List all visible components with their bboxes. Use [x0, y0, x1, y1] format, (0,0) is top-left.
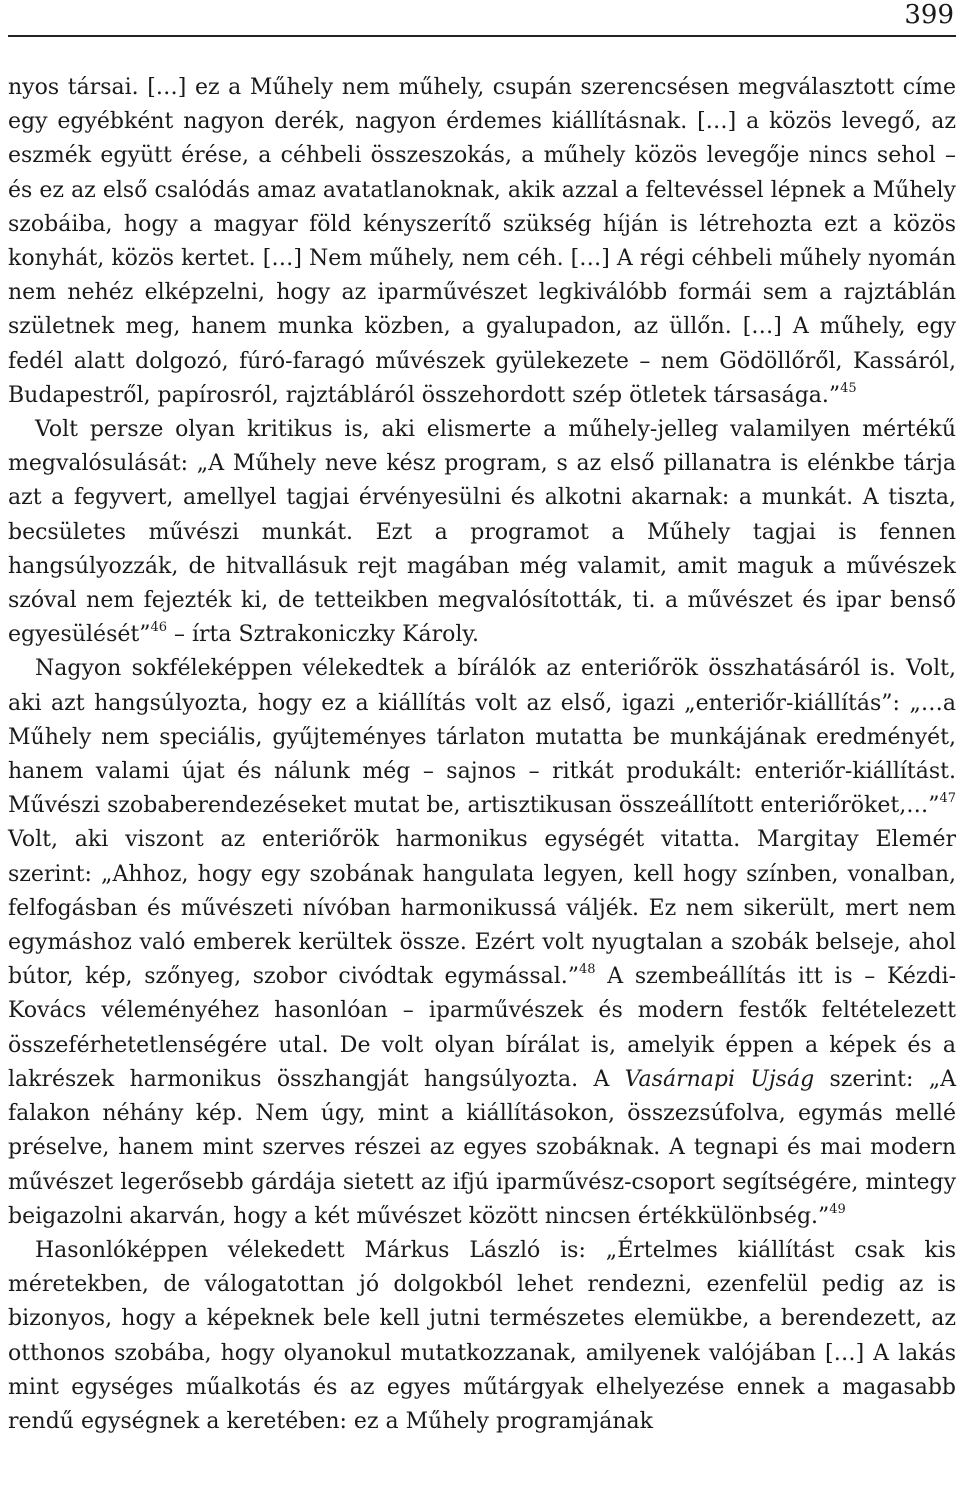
footnote-ref: 49 [829, 1201, 846, 1217]
footnote-ref: 47 [939, 791, 956, 807]
text-run: szerint: „A falakon néhány kép. Nem úgy, mint a kiállításokon, összezsúfolva, egymás mellé préselve, hanem mint szerves részei az egyes szobáknak. A tegnapi és mai modern művészet legerősebb gárdája sietett az ifjú iparművész-csoport segítségére, mintegy beigazolni akarván, hogy a két művészet között nincsen értékkülönbség.” [8, 1066, 956, 1229]
paragraph-3 [8, 652, 956, 1233]
text-run: nyos társai. […] ez a Műhely nem műhely, csupán szerencsésen megválasztott címe egy egyébként nagyon derék, nagyon érdemes kiállításnak. […] a közös levegő, az eszmék együtt érése, a céhbeli összeszokás, a műhely közös levegője nincs sehol – és ez az első csalódás amaz avatatlanoknak, akik azzal a feltevéssel lépnek a Műhely szobáiba, hogy a magyar föld kényszerítő szükség híján is létrehozta ezt a közös konyhát, közös kertet. […] Nem műhely, nem céh. […] A régi céhbeli műhely nyomán nem nehéz elképzelni, hogy az iparművészet legkiválóbb formái sem a rajztáblán születnek meg, hanem munka közben, a gyalupadon, az üllőn. […] A műhely, egy fedél alatt dolgozó, fúró-faragó művészek gyülekezete – nem Gödöllőről, Kassáról, Budapestről, papírosról, rajztábláról összehordott szép ötletek társasága.” [8, 75, 956, 408]
italic-title: Vasárnapi Ujság [624, 1066, 815, 1092]
page-number: 399 [904, 0, 954, 30]
text-run: Hasonlóképpen vélekedett Márkus László is: „Értelmes kiállítást csak kis méretekben, de válogatottan jó dolgokból lehet rendezni, ezenfelül pedig az is bizonyos, hogy a képeknek bele kell jutni természetes elemükbe, a berendezett, az otthonos szobába, hogy olyanokul mutatkozzanak, amilyenek valójában […] A lakás mint egységes műalkotás és az egyes műtárgyak elhelyezése ennek a magasabb rendű egységnek a keretében: ez a Műhely programjának [8, 1237, 956, 1434]
text-run: – írta Sztrakoniczky Károly. [167, 622, 479, 648]
text-run: A szembeállítás itt is – Kézdi-Kovács véleményéhez hasonlóan – iparművészek és modern festők feltételezett összeférhetetlenségére utal. De volt olyan bírálat is, amelyik éppen a képek és a lakrészek harmonikus összhangját hangsúlyozta. A [8, 964, 957, 1092]
footnote-ref: 45 [840, 380, 857, 396]
paragraph-2 [8, 413, 956, 652]
text-run: Volt persze olyan kritikus is, aki elismerte a műhely-jelleg valamilyen mértékű megvalósulását: „A Műhely neve kész program, s az első pillanatra is elénkbe tárja azt a fegyvert, amellyel tagjai érvényesülni és alkotni akarnak: a munkát. A tiszta, becsületes művészi munkát. Ezt a programot a Műhely tagjai is fennen hangsúlyozzák, de hitvallásuk rejt magában még valamit, amit maguk a művészek szóval nem fejezték ki, de tetteikben megvalósították, ti. a művészet és ipar benső egyesülését” [8, 417, 956, 648]
footnote-ref: 46 [150, 620, 168, 636]
text-run: Volt, aki viszont az enteriőrök harmonikus egységét vitatta. Margitay Elemér szerint: „Ahhoz, hogy egy szobának hangulata legyen, kell hogy színben, vonalban, felfogásban és művészeti nívóban harmonikussá váljék. Ez nem sikerült, mert nem egymáshoz való emberek kerültek össze. Ezért volt nyugtalan a szobák belseje, ahol bútor, kép, szőnyeg, szobor civódtak egymással.” [8, 827, 956, 990]
header-rule [8, 35, 956, 37]
footnote-ref: 48 [579, 962, 596, 978]
body-text [8, 71, 956, 1439]
paragraph-1 [8, 71, 956, 413]
text-run: Nagyon sokféleképpen vélekedtek a bírálók az enteriőrök összhatásáról is. Volt, aki azt hangsúlyozta, hogy ez a kiállítás volt az első, igazi „enteriőr-kiállítás”: „…a Műhely nem speciális, gyűjteményes tárlaton mutatta be munkájának eredményét, hanem valami újat és nálunk még – sajnos – ritkát produkált: enteriőr-kiállítást. Művészi szobaberendezéseket mutat be, artisztikusan összeállított enteriőröket,…” [8, 656, 956, 819]
paragraph-4 [8, 1234, 956, 1439]
